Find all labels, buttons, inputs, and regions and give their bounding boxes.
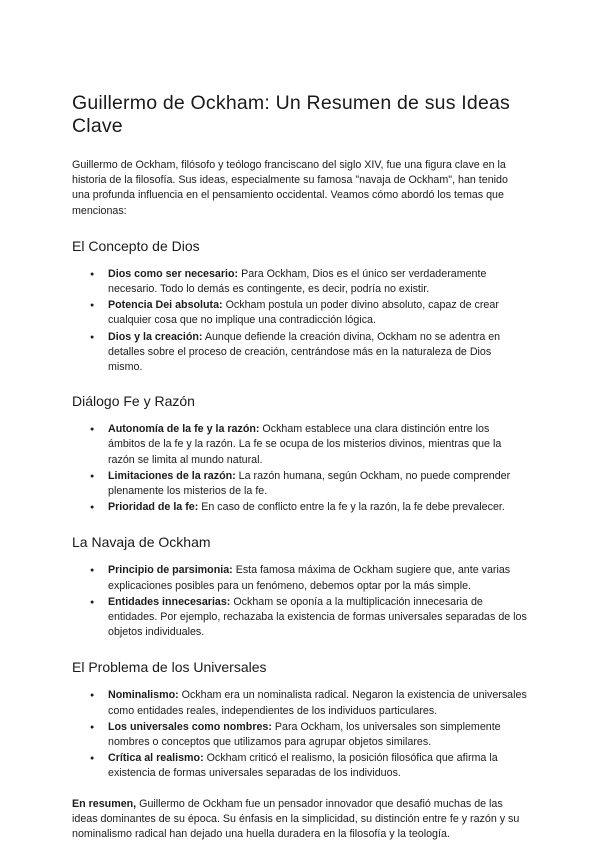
list-item: [108, 500, 528, 515]
item-term: Potencia Dei absoluta:: [108, 299, 223, 312]
item-term: Dios como ser necesario:: [108, 267, 239, 280]
item-term: Limitaciones de la razón:: [108, 469, 236, 482]
list-item: [108, 688, 528, 718]
list-item: [108, 422, 528, 468]
bullet-list: [72, 267, 528, 375]
item-text: Aunque defiende la creación divina, Ockham no se adentra en detalles sobre el proceso de creación, centrándose más en la naturaleza de Dios mismo.: [108, 330, 501, 374]
list-item: [108, 267, 528, 297]
intro-paragraph: Guillermo de Ockham, filósofo y teólogo franciscano del siglo XIV, fue una figura clave en la historia de la filosofía. Sus ideas, especialmente su famosa "navaja de Ockham", han tenido una profunda influencia en el pensamiento occidental. Veamos cómo abordó los temas que mencionas:: [72, 159, 508, 217]
section-problema-universales: [72, 659, 528, 781]
section-concepto-de-dios: [72, 238, 528, 375]
section-navaja-de-ockham: [72, 534, 528, 640]
list-item: [108, 298, 528, 328]
item-text: Para Ockham, los universales son simplemente nombres o conceptos que utilizamos para agrupar objetos similares.: [108, 720, 501, 749]
item-text: En caso de conflicto entre la fe y la razón, la fe debe prevalecer.: [198, 501, 505, 514]
bullet-list: [72, 688, 528, 781]
item-term: Nominalismo:: [108, 689, 179, 702]
section-heading: Diálogo Fe y Razón: [72, 393, 195, 410]
list-item: [108, 595, 528, 641]
item-text: Esta famosa máxima de Ockham sugiere que, ante varias explicaciones posibles para un fenómeno, debemos optar por la más simple.: [108, 564, 511, 592]
item-text: Ockham se oponía a la multiplicación innecesaria de entidades. Por ejemplo, rechazaba la existencia de formas universales separadas de los objetos individuales.: [108, 595, 527, 639]
section-heading: El Problema de los Universales: [72, 659, 267, 676]
item-text: Ockham establece una clara distinción entre los ámbitos de la fe y la razón. La fe se ocupa de los misterios divinos, mientras que la razón se limita al mundo natural.: [108, 423, 502, 466]
list-item: [108, 720, 528, 750]
document-title: Guillermo de Ockham: Un Resumen de sus Ideas Clave: [72, 92, 510, 137]
item-term: Dios y la creación:: [108, 330, 203, 343]
item-term: Autonomía de la fe y la razón:: [108, 423, 260, 436]
conclusion-text: Guillermo de Ockham fue un pensador innovador que desafió muchas de las ideas dominantes de su época. Su énfasis en la simplicidad, su distinción entre fe y razón y su nominalismo radical han dejado una huella duradera en la filosofía y la teología.: [72, 797, 520, 841]
item-text: Ockham era un nominalista radical. Negaron la existencia de universales como entidades reales, independientes de los individuos particulares.: [108, 689, 527, 717]
item-text: La razón humana, según Ockham, no puede comprender plenamente los misterios de la fe.: [108, 469, 511, 498]
item-term: Principio de parsimonia:: [108, 564, 233, 577]
list-item: [108, 751, 528, 781]
item-text: Ockham postula un poder divino absoluto, capaz de crear cualquier cosa que no implique una contradicción lógica.: [108, 299, 499, 327]
conclusion-paragraph: [72, 797, 528, 843]
item-text: Para Ockham, Dios es el único ser verdaderamente necesario. Todo lo demás es contingente, es decir, podría no existir.: [108, 267, 487, 296]
section-heading: La Navaja de Ockham: [72, 534, 211, 551]
item-text: Ockham criticó el realismo, la posición filosófica que afirma la existencia de formas universales separadas de los individuos.: [108, 752, 498, 780]
list-item: [108, 330, 528, 376]
section-heading: El Concepto de Dios: [72, 237, 200, 254]
bullet-list: [72, 422, 528, 515]
bullet-list: [72, 563, 528, 640]
list-item: [108, 469, 528, 499]
section-dialogo-fe-y-razon: [72, 393, 528, 515]
item-term: Los universales como nombres:: [108, 720, 272, 733]
item-term: Entidades innecesarias:: [108, 595, 231, 608]
item-term: Crítica al realismo:: [108, 752, 204, 765]
list-item: [108, 563, 528, 593]
conclusion-lead: En resumen,: [72, 797, 137, 810]
item-term: Prioridad de la fe:: [108, 501, 199, 514]
